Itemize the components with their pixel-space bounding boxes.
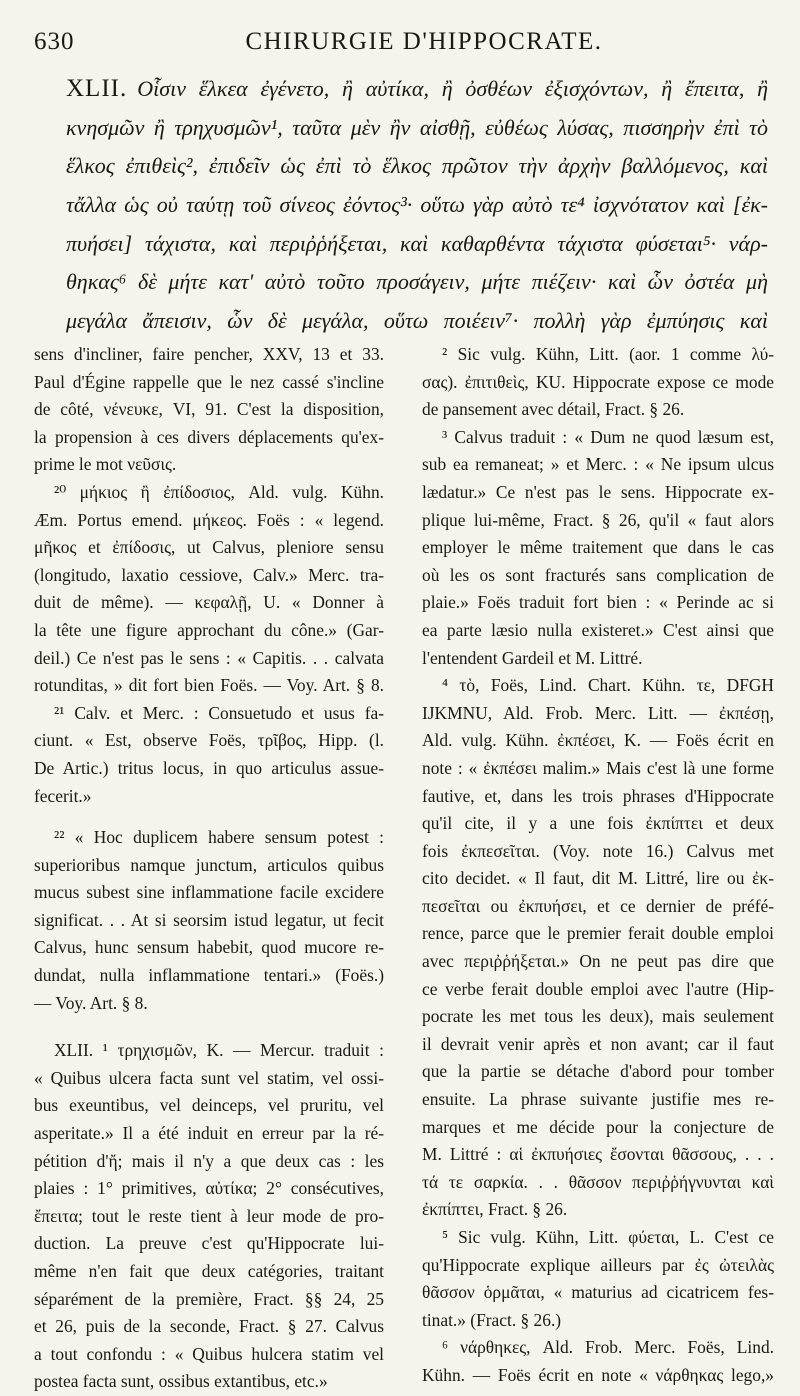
- footnote-line: prime le mot νεῦσις.: [34, 454, 177, 475]
- main-line: πυήσει] τάχιστα, καὶ περιῤῥήξεται, καὶ καθαρθέντα τάχιστα φύσεται⁵· νάρ-: [66, 230, 768, 256]
- footnote-line: bus exeuntibus, vel deinceps, vel pruritu, vel: [34, 1095, 384, 1116]
- footnote-line: sub ea remaneat; » et Merc. : « Ne ipsum ulcus: [422, 454, 774, 475]
- footnote-line: θᾶσσον ὁρμᾶται, « maturius ad cicatricem fes-: [422, 1282, 774, 1303]
- footnote-line: Paul d'Égine rappelle que le nez cassé s'incline: [34, 371, 384, 392]
- footnote-line: pétition d'ἤ; mais il n'y a que deux cas : les: [34, 1150, 384, 1171]
- main-line: μεγάλα ἄπεισιν, ὧν δὲ μεγάλα, οὕτω ποιέειν⁷· πολλὴ γὰρ ἐμπύησις καὶ: [66, 308, 768, 334]
- footnote-line: avec περιῤῥήξεται.» On ne peut pas dire que: [422, 951, 774, 972]
- main-line: θηκας⁶ δὲ μήτε κατ' αὐτὸ τοῦτο προσάγειν, μήτε πιέζειν· καὶ ὧν ὀστέα μὴ: [66, 269, 768, 295]
- footnote-line: de côté, νένευκε, VI, 91. C'est la disposition,: [34, 399, 384, 420]
- main-line: ἕλκος ἐπιθεὶς², ἐπιδεῖν ὡς ἐπὶ τὸ ἕλκος πρῶτον τὴν ἀρχὴν βαλλόμενος, καὶ: [66, 153, 768, 179]
- footnote-line: ²⁰ μήκιος ἢ ἐπίδοσιος, Ald. vulg. Kühn.: [54, 481, 384, 502]
- main-greek-text: [66, 70, 768, 341]
- footnote-line: IJKMNU, Ald. Frob. Merc. Litt. — ἐκπέσῃ,: [422, 702, 774, 723]
- footnote-line: De Artic.) tritus locus, in quo articulus assue-: [34, 757, 384, 778]
- footnote-line: fecerit.»: [34, 785, 92, 806]
- footnote-line: rotunditas, » dit fort bien Foës. — Voy. Art. § 8.: [34, 675, 384, 696]
- footnote-line: même n'en fait que deux catégories, traitant: [34, 1261, 384, 1281]
- page-header: [34, 28, 774, 62]
- footnote-line: où les os sont fracturés sans complication de: [422, 564, 774, 585]
- footnote-line: ἔπειτα; tout le reste tient à leur mode de pro-: [34, 1205, 384, 1226]
- footnote-line: ea parte læsio nulla existeret.» C'est ainsi que: [422, 619, 774, 640]
- footnote-line: Ald. vulg. Kühn. ἐκπέσει, K. — Foës écrit en: [422, 730, 774, 751]
- footnote-line: ce verbe ferait double emploi avec l'autre (Hip-: [422, 978, 774, 999]
- footnote-line: et 26, puis de la seconde, Fract. § 27. Calvus: [34, 1316, 384, 1337]
- footnote-line: qu'Hippocrate explique ailleurs par ἐς ὠτειλὰς: [422, 1254, 774, 1275]
- footnote-line: ⁵ Sic vulg. Kühn, Litt. φύεται, L. C'est ce: [442, 1227, 774, 1247]
- footnote-line: que la partie se détache d'abord pour tomber: [422, 1061, 774, 1082]
- section-number: XLII.: [66, 75, 128, 102]
- footnote-line: plique lui-même, Fract. § 26, qu'il « faut alors: [422, 509, 774, 530]
- footnote-line: τά τε σαρκία. . . θᾶσσον περιῤῥήγνυνται καὶ: [422, 1171, 774, 1192]
- footnote-line: Kühn. — Foës écrit en note « νάρθηκας lego,»: [422, 1364, 774, 1385]
- footnotes-right-column: [422, 341, 774, 1390]
- footnote-line: ensuite. La phrase suivante justifie mes re-: [422, 1089, 774, 1110]
- footnote-line: πεσεῖται ou ἐκπυήσει, et ce dernier de préfé-: [422, 895, 774, 916]
- footnote-line: σας). ἐπιτιθεὶς, KU. Hippocrate expose ce mode: [422, 371, 774, 392]
- footnote-line: plaie.» Foës traduit fort bien : « Perinde ac si: [422, 592, 774, 613]
- footnote-line: postea facta sunt, ossibus extantibus, etc.»: [34, 1371, 328, 1392]
- footnote-line: note : « ἐκπέσει malim.» Mais c'est là une forme: [422, 757, 774, 778]
- footnote-line: ciunt. « Est, observe Foës, τρῖβος, Hipp. (l.: [34, 730, 384, 751]
- main-line: τἄλλα ὡς οὐ ταύτῃ τοῦ σίνεος ἐόντος³· οὕτω γὰρ αὐτὸ τε⁴ ἰσχνότατον καὶ [ἐκ-: [66, 192, 768, 218]
- main-line: κνησμῶν ἢ τρηχυσμῶν¹, ταῦτα μὲν ἢν αἰσθῇ, εὐθέως λύσας, πισσηρὴν ἐπὶ τὸ: [66, 114, 768, 140]
- footnote-line: fois ἐκπεσεῖται. (Voy. note 16.) Calvus met: [422, 840, 774, 861]
- footnote-line: μῆκος et ἐπίδοσις, ut Calvus, pleniore sensu: [34, 537, 384, 558]
- footnote-line: plaies : 1° primitives, αὐτίκα; 2° consécutives,: [34, 1178, 384, 1199]
- footnote-line: ἐκπίπτει, Fract. § 26.: [422, 1199, 568, 1220]
- footnote-line: significat. . . At si seorsim istud legatur, ut fecit: [34, 909, 384, 930]
- footnote-line: a tout confondu : « Quibus hulcera statim vel: [34, 1343, 384, 1364]
- footnote-line: tinat.» (Fract. § 26.): [422, 1309, 562, 1330]
- footnote-line: de pansement avec détail, Fract. § 26.: [422, 399, 685, 420]
- main-line: XLII. Οἷσιν ἕλκεα ἐγένετο, ἢ αὐτίκα, ἢ ὀσθέων ἐξισχόντων, ἢ ἔπειτα, ἢ: [66, 75, 768, 102]
- footnote-line: XLII. ¹ τρηχισμῶν, K. — Mercur. traduit :: [54, 1040, 384, 1061]
- footnote-line: (longitudo, laxatio cessiove, Calv.» Merc. tra-: [34, 564, 384, 585]
- footnote-line: asperitate.» Il a été induit en erreur par la ré-: [34, 1123, 384, 1144]
- footnote-line: la tête une figure approchant du cône.» (Gar-: [34, 619, 384, 640]
- footnote-line: Æm. Portus emend. μήκεος. Foës : « legend.: [34, 509, 384, 530]
- footnote-line: employer le même traitement que dans le cas: [422, 537, 774, 558]
- footnote-line: Calvus, hunc sensum habebit, quod mucore re-: [34, 937, 384, 958]
- footnote-line: ⁴ τὸ, Foës, Lind. Chart. Kühn. τε, DFGH: [442, 675, 774, 696]
- footnote-line: l'entendent Gardeil et M. Littré.: [422, 647, 643, 668]
- footnote-line: ² Sic vulg. Kühn, Litt. (aor. 1 comme λύ-: [442, 344, 774, 364]
- footnote-line: ³ Calvus traduit : « Dum ne quod læsum est,: [442, 426, 774, 447]
- footnote-line: la propension à ces divers déplacements qu'ex-: [34, 426, 384, 447]
- footnote-line: sens d'incliner, faire pencher, XXV, 13 et 33.: [34, 344, 384, 364]
- footnote-line: dundat, nulla inflammatione tentari.» (Foës.): [34, 965, 384, 986]
- footnote-line: « Quibus ulcera facta sunt vel statim, vel ossi-: [34, 1067, 384, 1088]
- footnotes-left-column: [34, 341, 384, 1396]
- footnote-line: cito decidet. « Il faut, dit M. Littré, lire ou ἐκ-: [422, 868, 774, 889]
- running-title: CHIRURGIE D'HIPPOCRATE.: [245, 28, 603, 55]
- footnote-line: mucus subest sine inflammatione facile excidere: [34, 882, 384, 903]
- footnote-line: M. Littré : αἱ ἐκπυήσιες ἔσονται θᾶσσους, . . .: [422, 1144, 774, 1165]
- footnote-line: duction. La preuve c'est qu'Hippocrate lui-: [34, 1233, 384, 1254]
- footnote-line: — Voy. Art. § 8.: [34, 992, 148, 1013]
- footnote-line: pocrate les met tous les deux), mais seulement: [422, 1006, 774, 1027]
- footnote-line: ²¹ Calv. et Merc. : Consuetudo et usus fa-: [54, 702, 384, 723]
- page-number: 630: [34, 28, 75, 55]
- footnote-line: qu'il cite, il y a une fois ἐκπίπτει et deux: [422, 813, 774, 834]
- footnote-line: marques et me décide pour la conjecture de: [422, 1116, 774, 1137]
- footnote-line: ²² « Hoc duplicem habere sensum potest :: [54, 827, 384, 848]
- footnote-line: ⁶ νάρθηκες, Ald. Frob. Merc. Foës, Lind.: [442, 1337, 774, 1358]
- footnote-line: il devrait venir après et non avant; car il faut: [422, 1033, 774, 1054]
- footnote-line: duit de même). — κεφαλῇ, U. « Donner à: [34, 592, 384, 613]
- footnote-line: superioribus namque junctum, articulos quibus: [34, 854, 384, 875]
- footnote-line: rence, parce que le premier ferait double emploi: [422, 923, 774, 944]
- footnote-line: fautive, et, dans les trois phrases d'Hippocrate: [422, 785, 774, 806]
- footnote-line: lædatur.» Ce n'est pas le sens. Hippocrate ex-: [422, 481, 774, 502]
- footnote-line: deil.) Ce n'est pas le sens : « Capitis. . . calvata: [34, 647, 384, 668]
- footnote-line: séparément de la première, Fract. §§ 24, 25: [34, 1288, 384, 1309]
